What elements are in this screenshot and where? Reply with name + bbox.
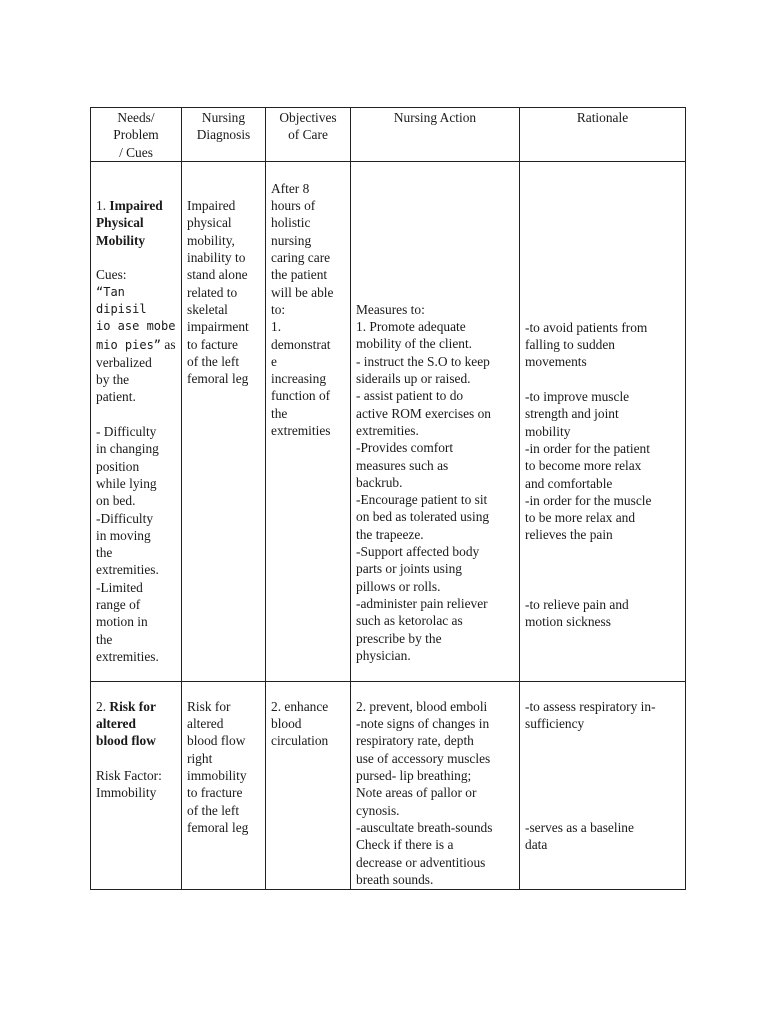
problem-title-1: 1. Impaired: [96, 198, 163, 214]
cell-diagnosis-1: Impaired physical mobility, inability to stand alone related to skeletal impairment to facture of the left femoral leg: [182, 161, 266, 681]
header-objectives-of-care: Objectives of Care: [266, 108, 351, 162]
cell-rationale-1: -to avoid patients from falling to sudden movements -to improve muscle strength and joint mobility -in order for the patient to become more relax and comfortable -in order for the muscle to be more relax and relieves the pain -to relieve pain and motion sickness: [520, 161, 686, 681]
header-nursing-action: Nursing Action: [351, 108, 520, 162]
cell-nursing-action-2: 2. prevent, blood emboli -note signs of changes in respiratory rate, depth use of accessory muscles pursed- lip breathing; Note areas of pallor or cynosis. -auscultate breath-sounds Check if there is a decrease or adventitious breath sounds.: [351, 681, 520, 889]
cell-rationale-2: -to assess respiratory in- sufficiency -serves as a baseline data: [520, 681, 686, 889]
header-nursing-diagnosis: Nursing Diagnosis: [182, 108, 266, 162]
cues-label: Cues:: [96, 267, 127, 283]
header-row: [91, 108, 686, 162]
cell-objectives-2: 2. enhance blood circulation: [266, 681, 351, 889]
cell-diagnosis-2: Risk for altered blood flow right immobility to fracture of the left femoral leg: [182, 681, 266, 889]
cell-needs-problem-2: 2. Risk for altered blood flow Risk Factor: Immobility: [91, 681, 182, 889]
problem-title-2: 2. Risk for: [96, 698, 156, 714]
header-rationale: Rationale: [520, 108, 686, 162]
table-row: [91, 161, 686, 681]
nursing-care-plan-table: [90, 107, 686, 890]
cell-nursing-action-1: Measures to: 1. Promote adequate mobility of the client. - instruct the S.O to keep siderails up or raised. - assist patient to do active ROM exercises on extremities. -Provides comfort measures such as backrub. -Encourage patient to sit on bed as tolerated using the trapeeze. -Support affected body parts or joints using pillows or rolls. -administer pain reliever such as ketorolac as prescribe by the physician.: [351, 161, 520, 681]
cell-objectives-1: After 8 hours of holistic nursing caring care the patient will be able to: 1. demonstrat e increasing function of the extremities: [266, 161, 351, 681]
header-needs-problem-cues: Needs/ Problem / Cues: [91, 108, 182, 162]
table-row: [91, 681, 686, 889]
cell-needs-problem-1: 1. Impaired Physical Mobility Cues: “Tan dipisil io ase mobe mio pies” as verbalized by the patient. - Difficulty in changing position while lying on bed. -Difficulty in moving the extremities. -Limited range of motion in the extremities.: [91, 161, 182, 681]
